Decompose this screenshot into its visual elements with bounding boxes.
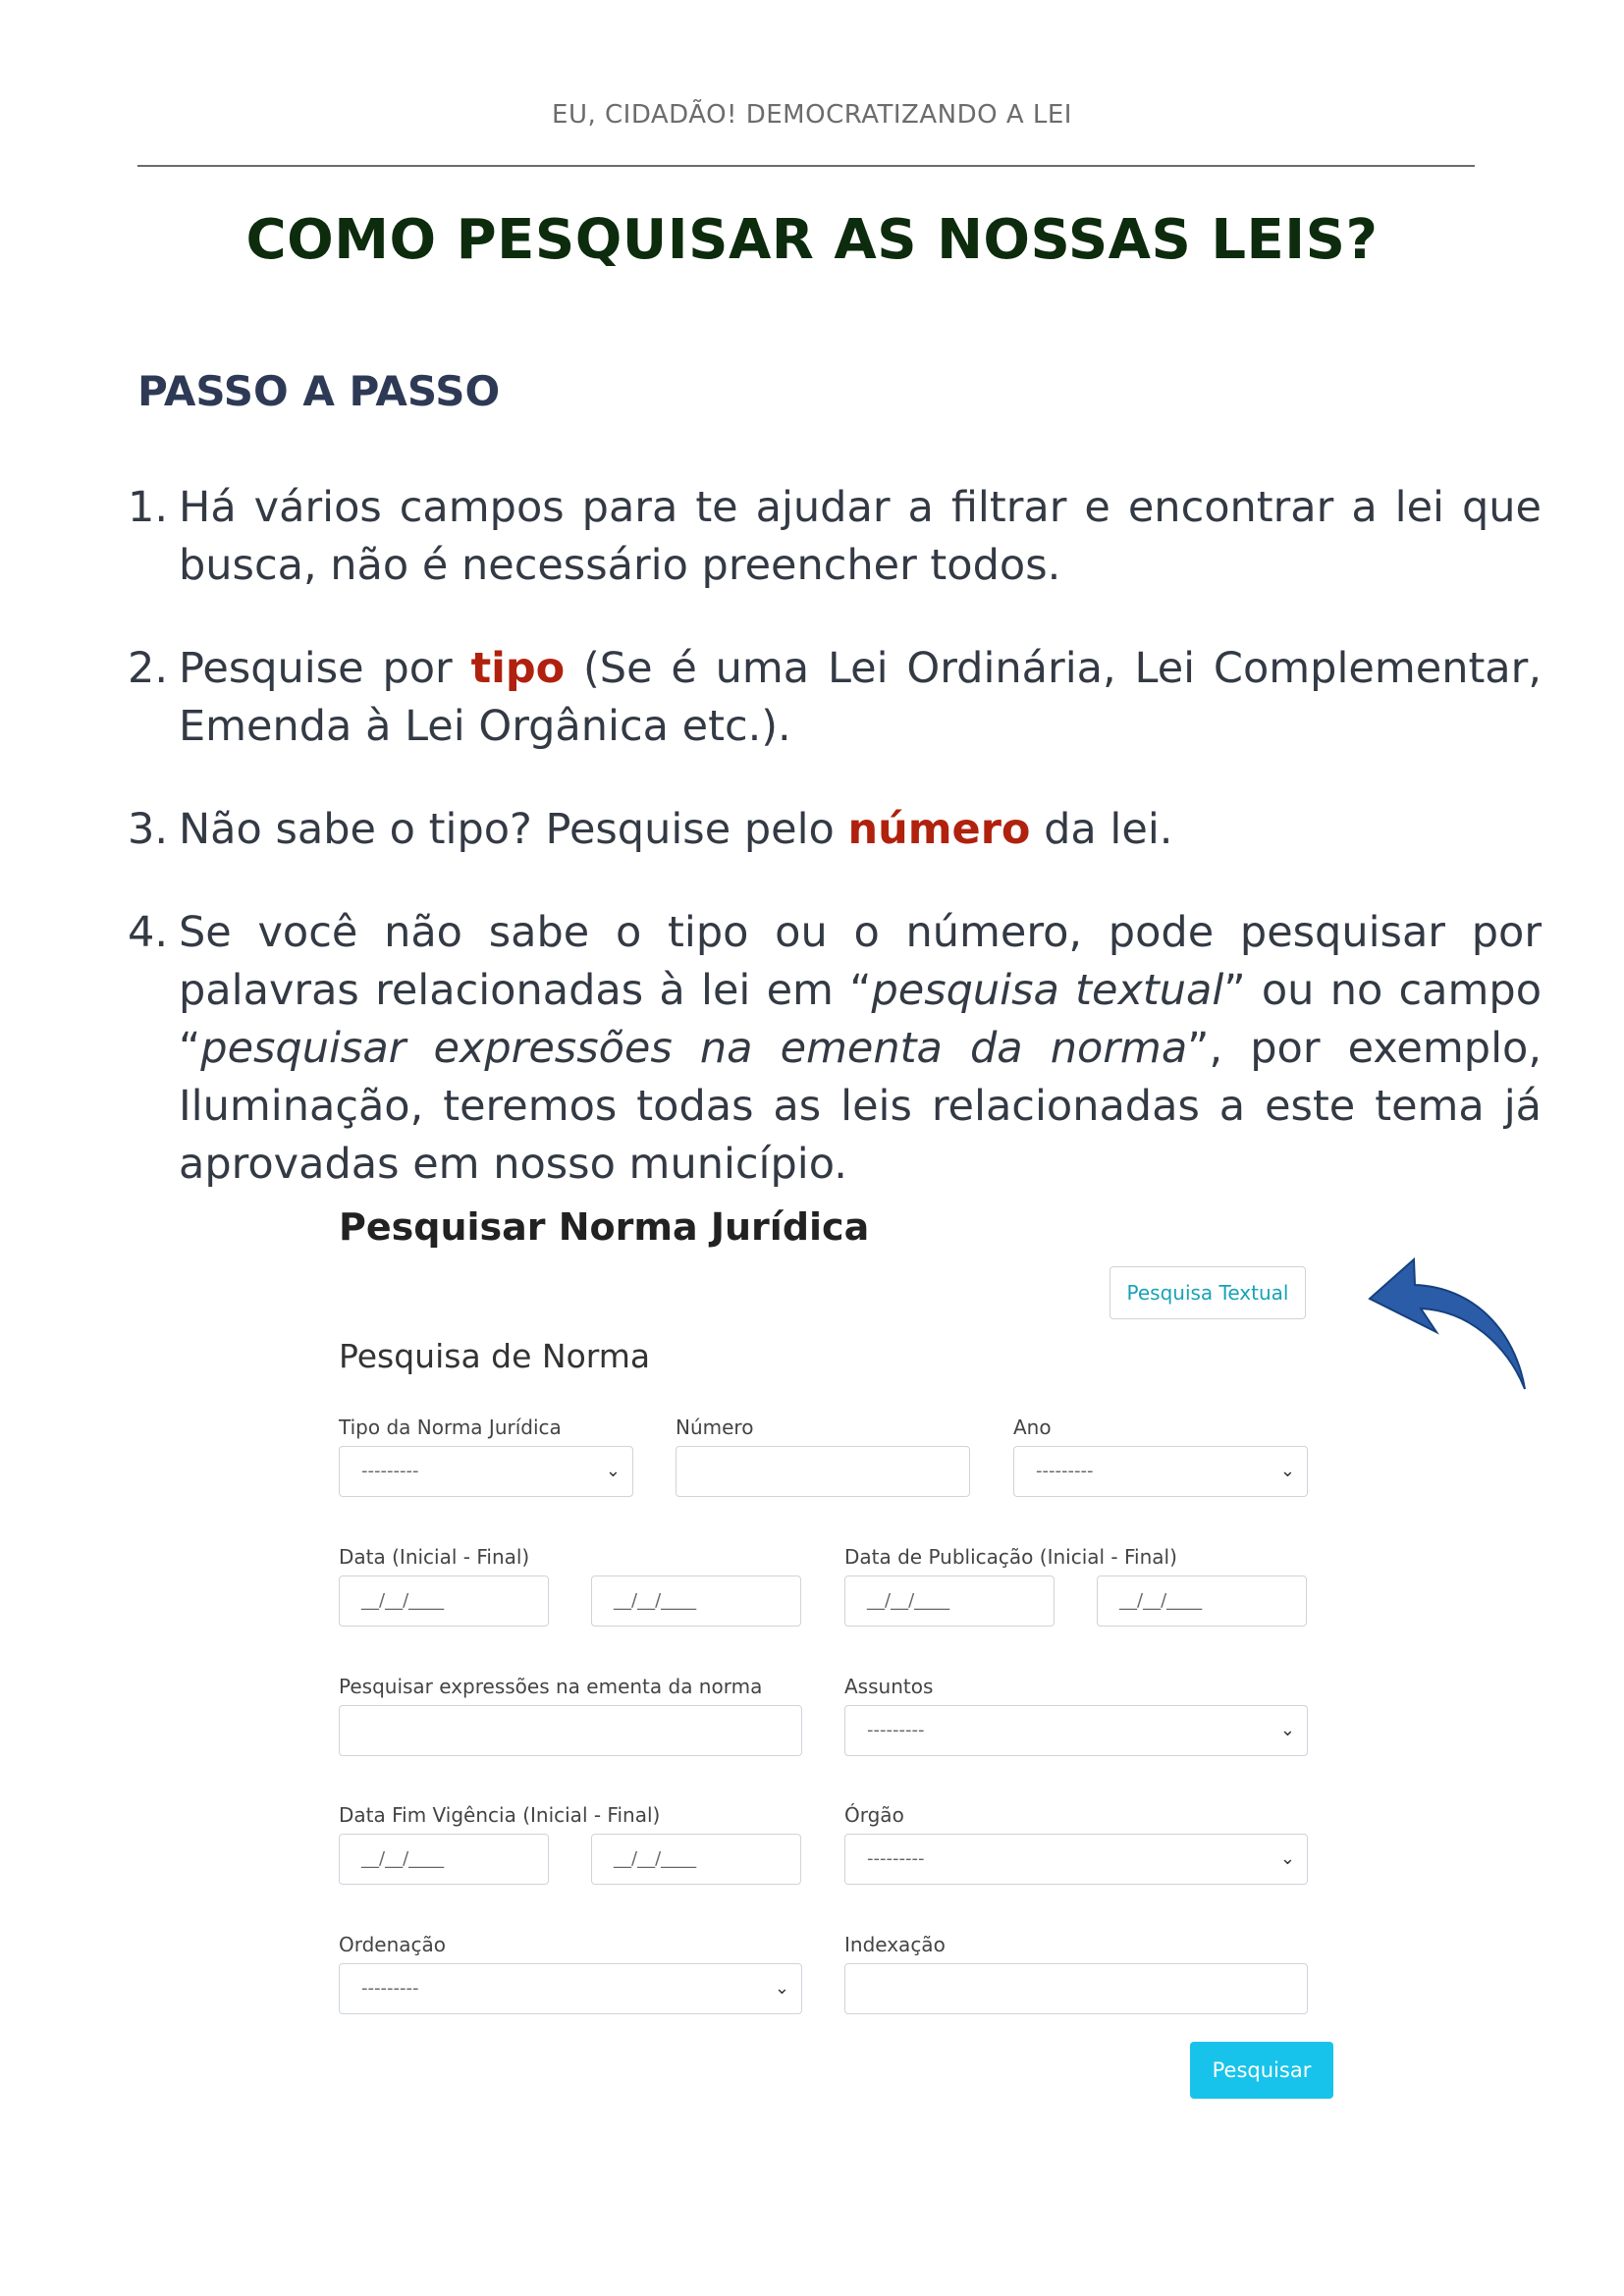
chevron-down-icon: ⌄: [1279, 1848, 1295, 1869]
select-value: ---------: [361, 1461, 419, 1481]
step-number: 3.: [128, 805, 169, 854]
label-data-publicacao: Data de Publicação (Inicial - Final): [844, 1545, 1177, 1569]
step-number: 1.: [128, 483, 169, 532]
curved-arrow-icon: [1360, 1252, 1532, 1399]
header-rule: [137, 165, 1475, 167]
data-publicacao-inicial-input[interactable]: __/__/____: [844, 1575, 1055, 1627]
search-button[interactable]: Pesquisar: [1190, 2042, 1333, 2099]
step-text: (Se é uma Lei Ordinária, Lei Complementar, Emenda à Lei Orgânica etc.).: [179, 644, 1542, 751]
label-fim-vigencia: Data Fim Vigência (Inicial - Final): [339, 1803, 661, 1827]
label-indexacao: Indexação: [844, 1933, 946, 1956]
step-text: ” ou no campo “: [179, 966, 1542, 1073]
label-ementa: Pesquisar expressões na ementa da norma: [339, 1675, 763, 1698]
label-orgao: Órgão: [844, 1803, 904, 1827]
select-value: ---------: [867, 1720, 925, 1740]
step-highlight: número: [847, 805, 1031, 854]
page-title: COMO PESQUISAR AS NOSSAS LEIS?: [245, 208, 1379, 272]
label-data: Data (Inicial - Final): [339, 1545, 530, 1569]
label-ano: Ano: [1013, 1415, 1052, 1439]
data-publicacao-final-input[interactable]: __/__/____: [1097, 1575, 1307, 1627]
form-title: Pesquisar Norma Jurídica: [339, 1205, 870, 1249]
step-text: Pesquise por: [179, 644, 471, 693]
running-header: EU, CIDADÃO! DEMOCRATIZANDO A LEI: [552, 100, 1072, 130]
select-value: ---------: [1036, 1461, 1094, 1481]
step-4: [128, 904, 1542, 1194]
ementa-input[interactable]: [339, 1705, 802, 1756]
step-text: Há vários campos para te ajudar a filtrar e encontrar a lei que busca, não é necessário preencher todos.: [179, 483, 1542, 590]
label-assuntos: Assuntos: [844, 1675, 934, 1698]
search-form-screenshot: [339, 1188, 1321, 2110]
chevron-down-icon: ⌄: [1279, 1720, 1295, 1740]
steps-list: [128, 479, 1542, 1239]
chevron-down-icon: ⌄: [605, 1461, 621, 1481]
step-number: 2.: [128, 644, 169, 693]
data-inicial-input[interactable]: __/__/____: [339, 1575, 549, 1627]
select-value: ---------: [361, 1978, 419, 1999]
indexacao-input[interactable]: [844, 1963, 1308, 2014]
select-value: ---------: [867, 1848, 925, 1869]
chevron-down-icon: ⌄: [1279, 1461, 1295, 1481]
form-subtitle: Pesquisa de Norma: [339, 1337, 651, 1375]
chevron-down-icon: ⌄: [774, 1978, 789, 1999]
step-highlight: tipo: [470, 644, 566, 693]
orgao-select[interactable]: [844, 1834, 1308, 1885]
numero-input[interactable]: [676, 1446, 970, 1497]
label-numero: Número: [676, 1415, 754, 1439]
ordenacao-select[interactable]: [339, 1963, 802, 2014]
fim-vigencia-final-input[interactable]: __/__/____: [591, 1834, 801, 1885]
fim-vigencia-inicial-input[interactable]: __/__/____: [339, 1834, 549, 1885]
label-ordenacao: Ordenação: [339, 1933, 447, 1956]
step-2: [128, 640, 1542, 756]
textual-search-button[interactable]: Pesquisa Textual: [1110, 1266, 1306, 1319]
step-text: Não sabe o tipo? Pesquise pelo: [179, 805, 848, 854]
label-tipo: Tipo da Norma Jurídica: [339, 1415, 562, 1439]
section-subtitle: PASSO A PASSO: [137, 367, 501, 415]
tipo-select[interactable]: [339, 1446, 633, 1497]
step-text: da lei.: [1030, 805, 1173, 854]
step-1: [128, 479, 1542, 595]
data-final-input[interactable]: __/__/____: [591, 1575, 801, 1627]
step-text: ”, por exemplo, Iluminação, teremos todas as leis relacionadas a este tema já aprovadas em nosso município.: [179, 1024, 1542, 1189]
step-3: [128, 801, 1542, 859]
step-number: 4.: [128, 908, 169, 957]
assuntos-select[interactable]: [844, 1705, 1308, 1756]
ano-select[interactable]: [1013, 1446, 1308, 1497]
step-italic: pesquisar expressões na ementa da norma: [200, 1024, 1188, 1073]
step-italic: pesquisa textual: [871, 966, 1224, 1015]
step-text: Se você não sabe o tipo ou o número, pode pesquisar por palavras relacionadas à lei em “: [179, 908, 1542, 1015]
